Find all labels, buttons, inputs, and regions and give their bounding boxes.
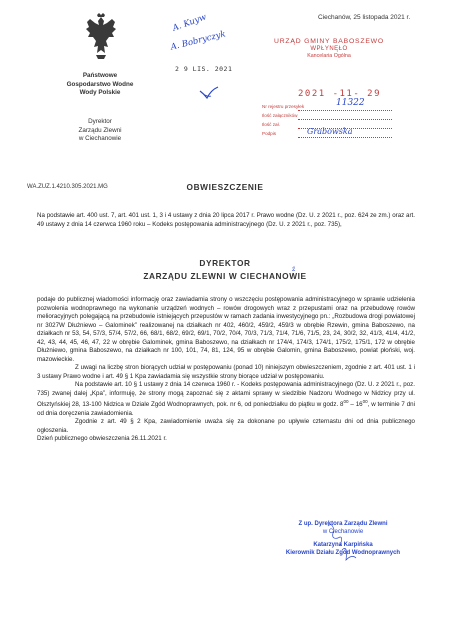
legal-basis: Na podstawie art. 400 ust. 7, art. 401 ust. 1, 3 i 4 ustawy z dnia 20 lipca 2017 r. Prawo wodne (Dz. U. z 2021 r., poz. 624 ze zm.) oraz art. 49 ustawy z dnia 14 czerwca 1960 roku – Kodeks postępowania administracyjnego (Dz. U. z 2021 r., poz. 735), <box>37 212 415 228</box>
unit-line: Dyrektor <box>88 118 112 125</box>
authority-title: DYREKTOR <box>199 258 251 268</box>
stamp-row <box>262 127 392 140</box>
unit-line: w Ciechanowie <box>78 135 122 143</box>
stamp-row-label: Ilość zał. <box>262 122 280 127</box>
unit-line: Zarządu Zlewni <box>78 126 122 134</box>
issuer-line: Państwowe <box>82 72 118 79</box>
hour-superscript: 00 <box>362 399 368 404</box>
handwritten-note: A. Kuyw <box>171 12 208 34</box>
stamp-row <box>262 98 392 113</box>
stamp-row-value: Grabowska <box>307 127 353 136</box>
issuer-line: Gospodarstwo Wodne <box>66 80 134 88</box>
body-paragraph <box>37 381 415 418</box>
signatory-name: Katarzyna Karpińska <box>313 542 373 548</box>
document-body <box>37 296 415 444</box>
stamp-received: WPŁYNĘŁO <box>310 46 348 52</box>
stamp-fields <box>262 98 392 140</box>
signature-block <box>268 520 418 557</box>
body-paragraph: podaje do publicznej wiadomości informację oraz zawiadamia strony o wszczęciu postępowania administracyjnego w sprawie udzielenia pozwolenia wodnoprawnego na wykonanie urządzeń wodnych – rowów drogowych wraz z przepustami oraz na przebudowę rowów melioracyjnych polegającą na przebudowie istniejących przepustów w ramach zadania inwestycyjnego pn.: „Rozbudowa drogi powiatowej nr 3027W Dłużniewo – Galominek” realizowanej na działkach nr 402, 460/2, 459/2, 459/3 w obrębie Rzewin, gmina Baboszewo, na działkach nr 53, 54, 57/3, 57/4, 57/2, 66, 68/1, 68/2, 69/2, 69/1, 70/2, 70/4, 70/3, 71/3, 71/4, 71/6, 71/5, 23, 24, 30/2, 32, 41/3, 41/4, 41/2, 42, 43, 44, 45, 46, 47, 22 w obrębie Galominek, gmina Baboszewo, na działkach nr 174/4, 174/3, 174/1, 175/2, 175/1, 172 w obrębie Dłużniewo, gmina Baboszewo, na działkach nr 100, 101, 74, 81, 124, 95 w obrębie Galomin, gmina Baboszewo, powiat płoński, woj. mazowieckie. <box>37 296 415 363</box>
stamp-row-value: 11322 <box>336 98 365 108</box>
stamp-row-label: Nr rejestru przesyłek <box>262 104 305 109</box>
signatory-position: Kierownik Działu Zgód Wodnoprawnych <box>285 550 401 556</box>
body-text: Na podstawie art. 10 § 1 ustawy z dnia 14 czerwca 1960 r. - Kodeks postępowania administracyjnego (Dz. U. z 2021 r., poz. 735) zwanej dalej „Kpa”, informuję, że strony mogą zapoznać się z aktami sprawy w siedzibie Nadzoru Wodnego w Nidzicy przy ul. Olsztyńskiej 28, 13-100 Nidzica w Dziale Zgód Wodnoprawnych, pok. nr 6, od poniedziałku do piątku w godz. 8 <box>37 381 415 409</box>
body-text: , w terminie 7 dni od dnia doręczenia zawiadomienia. <box>37 401 415 417</box>
body-paragraph: Z uwagi na liczbę stron biorących udział w postępowaniu (ponad 10) niniejszym obwieszczeniem, zgodnie z art. 401 ust. 1 i 3 ustawy Prawo wodne i art. 49 § 1 Kpa zawiadamia się wszystkie strony biorące udział w postępowaniu. <box>37 364 415 380</box>
hour-superscript: 00 <box>343 399 349 404</box>
document-title: OBWIESZCZENIE <box>186 182 264 192</box>
white-eagle-emblem-icon <box>84 13 118 63</box>
body-paragraph: Zgodnie z art. 49 § 2 Kpa, zawiadomienie uważa się za dokonane po upływie czternastu dni od dnia publicznego ogłoszenia. <box>37 418 415 434</box>
body-paragraph: Dzień publicznego obwieszczenia 26.11.2021 r. <box>37 435 167 443</box>
stamp-row-label: Podpis <box>262 131 277 136</box>
issuer-line: Wody Polskie <box>79 89 121 97</box>
issuing-unit <box>40 118 160 144</box>
handwritten-note: A. Bobryczyk <box>169 29 227 53</box>
issuer-name <box>40 72 160 98</box>
check-mark-icon <box>198 86 220 100</box>
stamp-row-label: Ilość załączników <box>262 113 298 118</box>
case-reference: WA.ZUZ.1.4210.305.2021.MG <box>27 184 108 190</box>
registry-stamp <box>254 38 404 59</box>
stamp-department: Kancelaria Ogólna <box>307 53 351 59</box>
signature-location: w Ciechanowie <box>322 529 364 535</box>
stamp-office: URZĄD GMINY BABOSZEWO <box>274 38 384 45</box>
signature-scribble-icon <box>268 520 418 600</box>
handwritten-mark: ź <box>292 266 296 273</box>
stamp-date: 2021 -11- 29 <box>298 89 382 99</box>
body-text: – 16 <box>348 401 363 409</box>
received-date-stamp: 2 9 LIS. 2021 <box>175 65 233 73</box>
place-date: Ciechanów, 25 listopada 2021 r. <box>318 14 411 21</box>
stamp-row <box>262 113 392 122</box>
signature-authorization: Z up. Dyrektora Zarządu Zlewni <box>298 521 388 527</box>
authority-subtitle: ZARZĄDU ZLEWNI W CIECHANOWIE <box>143 271 307 281</box>
